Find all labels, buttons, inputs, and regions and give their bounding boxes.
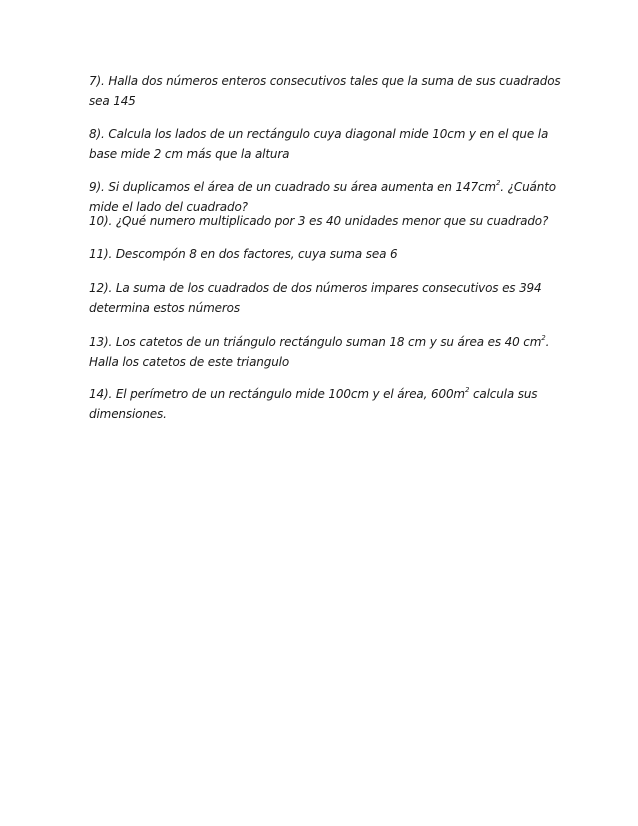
problem-13-text-b: . xyxy=(545,335,550,349)
problem-12-line-1: 12). La suma de los cuadrados de dos números impares consecutivos es 394 xyxy=(89,281,542,295)
problem-9-exponent: 2 xyxy=(495,179,501,187)
problem-9-line-2: mide el lado del cuadrado? xyxy=(89,199,248,214)
problem-13-text-a: 13). Los catetos de un triángulo rectángulo suman 18 cm y su área es 40 cm xyxy=(89,335,542,349)
problem-14-text-a: 14). El perímetro de un rectángulo mide 100cm y el área, 600m xyxy=(89,387,465,401)
problem-11 xyxy=(89,245,559,265)
problem-10 xyxy=(89,212,559,232)
problem-7-line-1: 7). Halla dos números enteros consecutivos tales que la suma de sus cuadrados xyxy=(89,74,561,88)
problem-10-line-1: 10). ¿Qué numero multiplicado por 3 es 40 unidades menor que su cuadrado? xyxy=(89,214,549,228)
problem-9-text-a: 9). Si duplicamos el área de un cuadrado su área aumenta en 147cm xyxy=(89,180,496,194)
problem-14-line-1 xyxy=(89,385,559,405)
problem-13-line-2: Halla los catetos de este triangulo xyxy=(89,354,290,369)
problem-13-line-1 xyxy=(89,333,559,353)
problem-7 xyxy=(89,72,559,111)
problem-13 xyxy=(89,333,559,372)
problem-14 xyxy=(89,385,559,424)
problem-8-line-2: base mide 2 cm más que la altura xyxy=(89,146,290,161)
problem-8-line-1: 8). Calcula los lados de un rectángulo cuya diagonal mide 10cm y en el que la xyxy=(89,127,549,141)
problem-12 xyxy=(89,279,559,318)
problem-9-text-b: . ¿Cuánto xyxy=(500,180,556,194)
problem-7-line-2: sea 145 xyxy=(89,93,136,108)
problem-9-line-1 xyxy=(89,178,559,198)
problem-14-text-b: calcula sus xyxy=(469,387,538,401)
problem-11-line-1: 11). Descompón 8 en dos factores, cuya suma sea 6 xyxy=(89,247,398,261)
problem-8 xyxy=(89,125,559,164)
problem-12-line-2: determina estos números xyxy=(89,300,240,315)
problem-14-line-2: dimensiones. xyxy=(89,406,167,421)
problem-14-exponent: 2 xyxy=(464,386,470,394)
problem-13-exponent: 2 xyxy=(541,334,546,342)
